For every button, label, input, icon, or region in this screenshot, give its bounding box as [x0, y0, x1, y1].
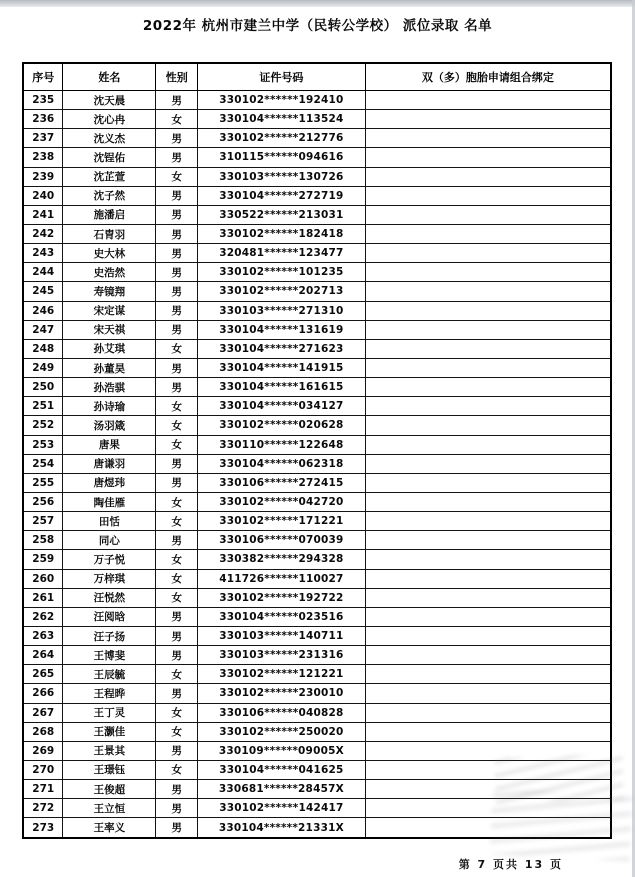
- cell-name: 同心: [63, 531, 156, 550]
- table-row: [23, 339, 611, 358]
- cell-name: 王灏佳: [63, 722, 156, 741]
- cell-id-number: 330102******121221: [198, 665, 366, 684]
- cell-id-number: 330102******230010: [198, 684, 366, 703]
- table-row: [23, 760, 611, 779]
- page-number: 第 7 页共 13 页: [458, 858, 563, 871]
- cell-twin-binding: [365, 224, 611, 243]
- cell-serial: 246: [23, 301, 63, 320]
- table-row: [23, 473, 611, 492]
- cell-serial: 266: [23, 684, 63, 703]
- cell-id-number: 330106******070039: [198, 531, 366, 550]
- cell-name: 沈义杰: [63, 129, 156, 148]
- cell-serial: 271: [23, 780, 63, 799]
- table-row: [23, 435, 611, 454]
- cell-gender: 女: [156, 569, 198, 588]
- cell-id-number: 330104******21331X: [198, 818, 366, 838]
- table-body: [23, 91, 611, 839]
- cell-serial: 256: [23, 492, 63, 511]
- cell-id-number: 330382******294328: [198, 550, 366, 569]
- scan-edge-top: [0, 0, 635, 7]
- cell-name: 寿镜翔: [63, 282, 156, 301]
- cell-twin-binding: [365, 358, 611, 377]
- cell-twin-binding: [365, 626, 611, 645]
- cell-twin-binding: [365, 799, 611, 818]
- cell-gender: 女: [156, 588, 198, 607]
- cell-name: 史浩然: [63, 263, 156, 282]
- cell-id-number: 330106******272415: [198, 473, 366, 492]
- cell-serial: 253: [23, 435, 63, 454]
- admission-roster-table: [22, 62, 612, 839]
- cell-name: 田恬: [63, 512, 156, 531]
- cell-serial: 261: [23, 588, 63, 607]
- table-row: [23, 684, 611, 703]
- cell-twin-binding: [365, 129, 611, 148]
- cell-name: 唐果: [63, 435, 156, 454]
- cell-gender: 男: [156, 205, 198, 224]
- table-row: [23, 244, 611, 263]
- cell-gender: 女: [156, 167, 198, 186]
- table-row: [23, 569, 611, 588]
- cell-twin-binding: [365, 818, 611, 838]
- cell-twin-binding: [365, 760, 611, 779]
- cell-id-number: 411726******110027: [198, 569, 366, 588]
- cell-gender: 女: [156, 492, 198, 511]
- header-name: 姓名: [63, 63, 156, 91]
- cell-gender: 男: [156, 358, 198, 377]
- header-twin-binding: 双（多）胞胎申请组合绑定: [365, 63, 611, 91]
- cell-name: 孙浩骐: [63, 378, 156, 397]
- table-row: [23, 512, 611, 531]
- cell-serial: 255: [23, 473, 63, 492]
- table-row: [23, 148, 611, 167]
- cell-id-number: 330110******122648: [198, 435, 366, 454]
- cell-gender: 女: [156, 550, 198, 569]
- cell-id-number: 330104******272719: [198, 186, 366, 205]
- table-row: [23, 186, 611, 205]
- cell-id-number: 330106******040828: [198, 703, 366, 722]
- cell-name: 沈天晨: [63, 91, 156, 110]
- cell-serial: 241: [23, 205, 63, 224]
- table-header: [23, 63, 611, 91]
- cell-id-number: 330104******161615: [198, 378, 366, 397]
- cell-serial: 250: [23, 378, 63, 397]
- cell-gender: 女: [156, 397, 198, 416]
- cell-twin-binding: [365, 531, 611, 550]
- cell-id-number: 330522******213031: [198, 205, 366, 224]
- cell-id-number: 330102******250020: [198, 722, 366, 741]
- cell-twin-binding: [365, 607, 611, 626]
- table-row: [23, 799, 611, 818]
- cell-serial: 236: [23, 110, 63, 129]
- table-row: [23, 780, 611, 799]
- cell-serial: 242: [23, 224, 63, 243]
- table-row: [23, 550, 611, 569]
- cell-twin-binding: [365, 416, 611, 435]
- cell-gender: 男: [156, 626, 198, 645]
- cell-name: 万子悦: [63, 550, 156, 569]
- cell-gender: 男: [156, 531, 198, 550]
- cell-serial: 267: [23, 703, 63, 722]
- cell-serial: 244: [23, 263, 63, 282]
- cell-gender: 男: [156, 91, 198, 110]
- table-row: [23, 301, 611, 320]
- table-row: [23, 607, 611, 626]
- cell-name: 施潘启: [63, 205, 156, 224]
- cell-twin-binding: [365, 454, 611, 473]
- cell-name: 王俊超: [63, 780, 156, 799]
- header-row: [23, 63, 611, 91]
- cell-id-number: 330102******212776: [198, 129, 366, 148]
- cell-twin-binding: [365, 435, 611, 454]
- cell-serial: 270: [23, 760, 63, 779]
- header-serial: 序号: [23, 63, 63, 91]
- cell-name: 史大林: [63, 244, 156, 263]
- cell-serial: 239: [23, 167, 63, 186]
- cell-twin-binding: [365, 301, 611, 320]
- table-row: [23, 224, 611, 243]
- cell-serial: 265: [23, 665, 63, 684]
- cell-serial: 260: [23, 569, 63, 588]
- cell-name: 汪阅晗: [63, 607, 156, 626]
- cell-name: 王景其: [63, 741, 156, 760]
- cell-gender: 女: [156, 760, 198, 779]
- cell-gender: 男: [156, 282, 198, 301]
- cell-gender: 男: [156, 646, 198, 665]
- cell-name: 沈锃佑: [63, 148, 156, 167]
- cell-name: 孙董昊: [63, 358, 156, 377]
- cell-serial: 262: [23, 607, 63, 626]
- table-row: [23, 588, 611, 607]
- cell-twin-binding: [365, 110, 611, 129]
- cell-id-number: 330102******192722: [198, 588, 366, 607]
- cell-id-number: 330103******130726: [198, 167, 366, 186]
- table-row: [23, 263, 611, 282]
- table-row: [23, 358, 611, 377]
- cell-id-number: 330102******142417: [198, 799, 366, 818]
- cell-serial: 258: [23, 531, 63, 550]
- cell-gender: 男: [156, 454, 198, 473]
- cell-id-number: 330104******113524: [198, 110, 366, 129]
- table-row: [23, 741, 611, 760]
- cell-id-number: 330102******202713: [198, 282, 366, 301]
- cell-serial: 252: [23, 416, 63, 435]
- table-row: [23, 626, 611, 645]
- table-row: [23, 378, 611, 397]
- header-id-number: 证件号码: [198, 63, 366, 91]
- table-row: [23, 110, 611, 129]
- cell-gender: 男: [156, 320, 198, 339]
- cell-gender: 女: [156, 110, 198, 129]
- cell-id-number: 330104******271623: [198, 339, 366, 358]
- cell-id-number: 330102******192410: [198, 91, 366, 110]
- cell-serial: 254: [23, 454, 63, 473]
- cell-twin-binding: [365, 282, 611, 301]
- cell-serial: 249: [23, 358, 63, 377]
- cell-serial: 272: [23, 799, 63, 818]
- cell-gender: 男: [156, 473, 198, 492]
- cell-twin-binding: [365, 186, 611, 205]
- cell-name: 汤羽箴: [63, 416, 156, 435]
- cell-twin-binding: [365, 569, 611, 588]
- cell-twin-binding: [365, 512, 611, 531]
- cell-id-number: 330104******034127: [198, 397, 366, 416]
- cell-id-number: 330104******141915: [198, 358, 366, 377]
- cell-name: 汪子扬: [63, 626, 156, 645]
- cell-name: 王立恒: [63, 799, 156, 818]
- cell-id-number: 330104******131619: [198, 320, 366, 339]
- cell-name: 王璟钰: [63, 760, 156, 779]
- cell-gender: 男: [156, 244, 198, 263]
- table-row: [23, 818, 611, 838]
- cell-twin-binding: [365, 244, 611, 263]
- cell-twin-binding: [365, 320, 611, 339]
- cell-twin-binding: [365, 703, 611, 722]
- cell-twin-binding: [365, 397, 611, 416]
- cell-serial: 268: [23, 722, 63, 741]
- cell-serial: 243: [23, 244, 63, 263]
- cell-gender: 男: [156, 129, 198, 148]
- cell-twin-binding: [365, 722, 611, 741]
- table-row: [23, 646, 611, 665]
- cell-name: 陶佳雁: [63, 492, 156, 511]
- cell-name: 宋定谋: [63, 301, 156, 320]
- cell-name: 沈子然: [63, 186, 156, 205]
- cell-twin-binding: [365, 492, 611, 511]
- cell-twin-binding: [365, 473, 611, 492]
- cell-name: 宋天祺: [63, 320, 156, 339]
- cell-name: 汪悦然: [63, 588, 156, 607]
- cell-twin-binding: [365, 665, 611, 684]
- table-row: [23, 703, 611, 722]
- cell-name: 沈芷萱: [63, 167, 156, 186]
- cell-gender: 男: [156, 148, 198, 167]
- table-row: [23, 665, 611, 684]
- cell-name: 万梓琪: [63, 569, 156, 588]
- cell-id-number: 330104******023516: [198, 607, 366, 626]
- cell-serial: 264: [23, 646, 63, 665]
- cell-twin-binding: [365, 167, 611, 186]
- cell-serial: 238: [23, 148, 63, 167]
- table-row: [23, 167, 611, 186]
- cell-twin-binding: [365, 780, 611, 799]
- table-row: [23, 454, 611, 473]
- cell-id-number: 330103******140711: [198, 626, 366, 645]
- cell-gender: 女: [156, 665, 198, 684]
- cell-serial: 248: [23, 339, 63, 358]
- cell-twin-binding: [365, 148, 611, 167]
- table-row: [23, 492, 611, 511]
- cell-id-number: 330104******041625: [198, 760, 366, 779]
- cell-gender: 男: [156, 186, 198, 205]
- cell-gender: 女: [156, 339, 198, 358]
- cell-serial: 259: [23, 550, 63, 569]
- table-row: [23, 722, 611, 741]
- cell-serial: 257: [23, 512, 63, 531]
- cell-gender: 女: [156, 416, 198, 435]
- cell-serial: 273: [23, 818, 63, 838]
- table-row: [23, 282, 611, 301]
- cell-serial: 245: [23, 282, 63, 301]
- cell-gender: 女: [156, 722, 198, 741]
- cell-gender: 男: [156, 224, 198, 243]
- cell-gender: 男: [156, 818, 198, 838]
- cell-serial: 240: [23, 186, 63, 205]
- table-row: [23, 129, 611, 148]
- cell-name: 石胄羽: [63, 224, 156, 243]
- cell-id-number: 330103******231316: [198, 646, 366, 665]
- cell-name: 唐煜玮: [63, 473, 156, 492]
- cell-gender: 男: [156, 799, 198, 818]
- cell-serial: 251: [23, 397, 63, 416]
- cell-gender: 女: [156, 512, 198, 531]
- cell-serial: 235: [23, 91, 63, 110]
- cell-name: 王辰毓: [63, 665, 156, 684]
- cell-serial: 237: [23, 129, 63, 148]
- cell-name: 王率义: [63, 818, 156, 838]
- cell-twin-binding: [365, 588, 611, 607]
- cell-twin-binding: [365, 684, 611, 703]
- cell-twin-binding: [365, 646, 611, 665]
- cell-gender: 男: [156, 301, 198, 320]
- cell-twin-binding: [365, 378, 611, 397]
- cell-id-number: 320481******123477: [198, 244, 366, 263]
- cell-gender: 男: [156, 378, 198, 397]
- cell-twin-binding: [365, 550, 611, 569]
- cell-id-number: 330104******062318: [198, 454, 366, 473]
- cell-id-number: 330681******28457X: [198, 780, 366, 799]
- cell-gender: 男: [156, 607, 198, 626]
- cell-id-number: 330103******271310: [198, 301, 366, 320]
- cell-twin-binding: [365, 741, 611, 760]
- page-title: 2022年 杭州市建兰中学（民转公学校） 派位录取 名单: [142, 18, 493, 34]
- cell-twin-binding: [365, 205, 611, 224]
- cell-gender: 男: [156, 684, 198, 703]
- cell-id-number: 330102******171221: [198, 512, 366, 531]
- table-row: [23, 320, 611, 339]
- cell-name: 孙诗瑜: [63, 397, 156, 416]
- cell-serial: 269: [23, 741, 63, 760]
- cell-name: 唐谦羽: [63, 454, 156, 473]
- cell-id-number: 330102******101235: [198, 263, 366, 282]
- cell-gender: 男: [156, 263, 198, 282]
- cell-twin-binding: [365, 339, 611, 358]
- header-gender: 性别: [156, 63, 198, 91]
- table-row: [23, 416, 611, 435]
- table-row: [23, 91, 611, 110]
- cell-name: 王程晔: [63, 684, 156, 703]
- cell-twin-binding: [365, 91, 611, 110]
- cell-id-number: 310115******094616: [198, 148, 366, 167]
- cell-gender: 女: [156, 435, 198, 454]
- cell-gender: 男: [156, 741, 198, 760]
- table-row: [23, 531, 611, 550]
- cell-id-number: 330102******042720: [198, 492, 366, 511]
- cell-gender: 男: [156, 780, 198, 799]
- cell-name: 沈心冉: [63, 110, 156, 129]
- cell-name: 王博斐: [63, 646, 156, 665]
- table-row: [23, 205, 611, 224]
- cell-name: 孙艾琪: [63, 339, 156, 358]
- cell-id-number: 330102******182418: [198, 224, 366, 243]
- cell-name: 王丁灵: [63, 703, 156, 722]
- cell-gender: 女: [156, 703, 198, 722]
- cell-serial: 263: [23, 626, 63, 645]
- cell-serial: 247: [23, 320, 63, 339]
- cell-twin-binding: [365, 263, 611, 282]
- table-row: [23, 397, 611, 416]
- cell-id-number: 330109******09005X: [198, 741, 366, 760]
- cell-id-number: 330102******020628: [198, 416, 366, 435]
